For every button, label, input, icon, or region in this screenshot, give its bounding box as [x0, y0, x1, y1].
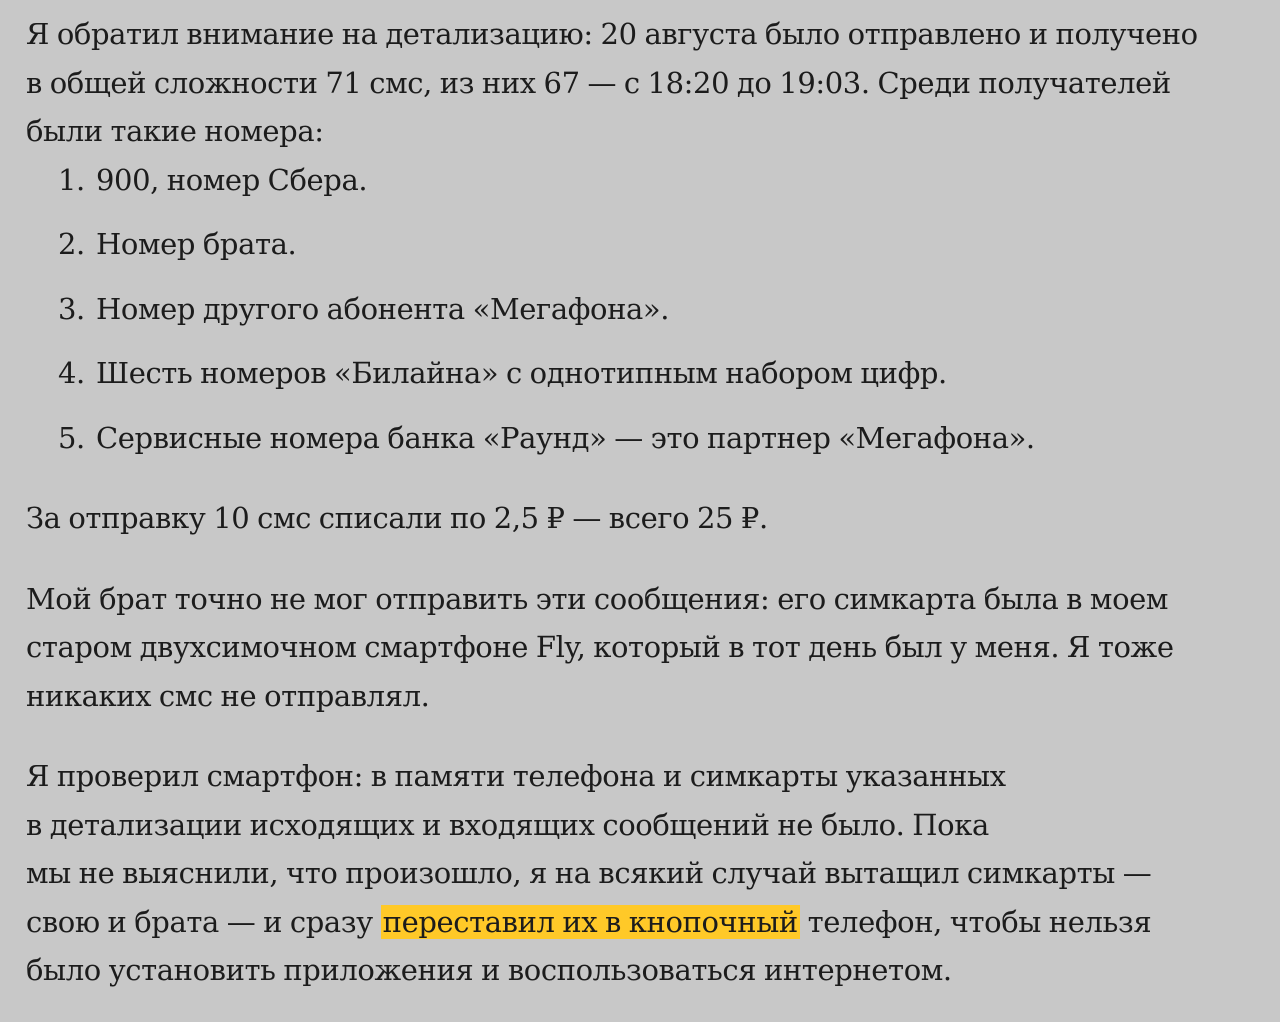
- paragraph-charges: [26, 494, 1254, 543]
- list-item: [26, 349, 1254, 398]
- text-line: в детализации исходящих и входящих сообщений не было. Пока: [26, 807, 989, 842]
- text-line: были такие номера:: [26, 114, 324, 148]
- text-line: Я обратил внимание на детализацию: 20 августа было отправлено и получено: [26, 17, 1198, 51]
- paragraph-intro: [26, 10, 1254, 156]
- list-item-text: Шесть номеров «Билайна» с однотипным набором цифр.: [96, 356, 947, 390]
- list-item-text: 900, номер Сбера.: [96, 162, 368, 197]
- list-item-text: Номер брата.: [96, 227, 297, 261]
- list-item-text: Сервисные номера банка «Раунд» — это партнер «Мегафона».: [96, 420, 1035, 455]
- text-line-with-highlight: [26, 898, 1254, 947]
- text-line: мы не выяснили, что произошло, я на всякий случай вытащил симкарты —: [26, 856, 1152, 890]
- list-item: [26, 414, 1254, 463]
- text-line: в общей сложности 71 смс, из них 67 — с 18:20 до 19:03. Среди получателей: [26, 65, 1171, 100]
- text-segment: свою и брата — и сразу: [26, 904, 381, 939]
- text-line: За отправку 10 смс списали по 2,5 ₽ — всего 25 ₽.: [26, 501, 768, 535]
- paragraph-check: [26, 752, 1254, 995]
- text-line: было установить приложения и воспользоваться интернетом.: [26, 953, 952, 987]
- text-segment: телефон, чтобы нельзя: [799, 904, 1152, 939]
- list-item-number: 1.: [58, 162, 85, 197]
- list-item: [26, 220, 1254, 269]
- text-line: Мой брат точно не мог отправить эти сообщения: его симкарта была в моем: [26, 581, 1169, 616]
- list-item-number: 4.: [58, 356, 85, 390]
- spacer: [26, 462, 1254, 494]
- paragraph-brother: [26, 575, 1254, 721]
- list-item-number: 5.: [58, 420, 85, 455]
- spacer: [26, 720, 1254, 752]
- spacer: [26, 543, 1254, 575]
- text-line: Я проверил смартфон: в памяти телефона и симкарты указанных: [26, 759, 1006, 793]
- highlighted-text[interactable]: переставил их в кнопочный: [382, 904, 798, 939]
- recipients-list: [26, 156, 1254, 463]
- list-item: [26, 156, 1254, 205]
- text-line: никаких смс не отправлял.: [26, 678, 430, 713]
- list-item-text: Номер другого абонента «Мегафона».: [96, 291, 670, 326]
- list-item: [26, 285, 1254, 334]
- list-item-number: 2.: [58, 227, 85, 261]
- list-item-number: 3.: [58, 291, 85, 326]
- text-line: старом двухсимочном смартфоне Fly, который в тот день был у меня. Я тоже: [26, 630, 1174, 664]
